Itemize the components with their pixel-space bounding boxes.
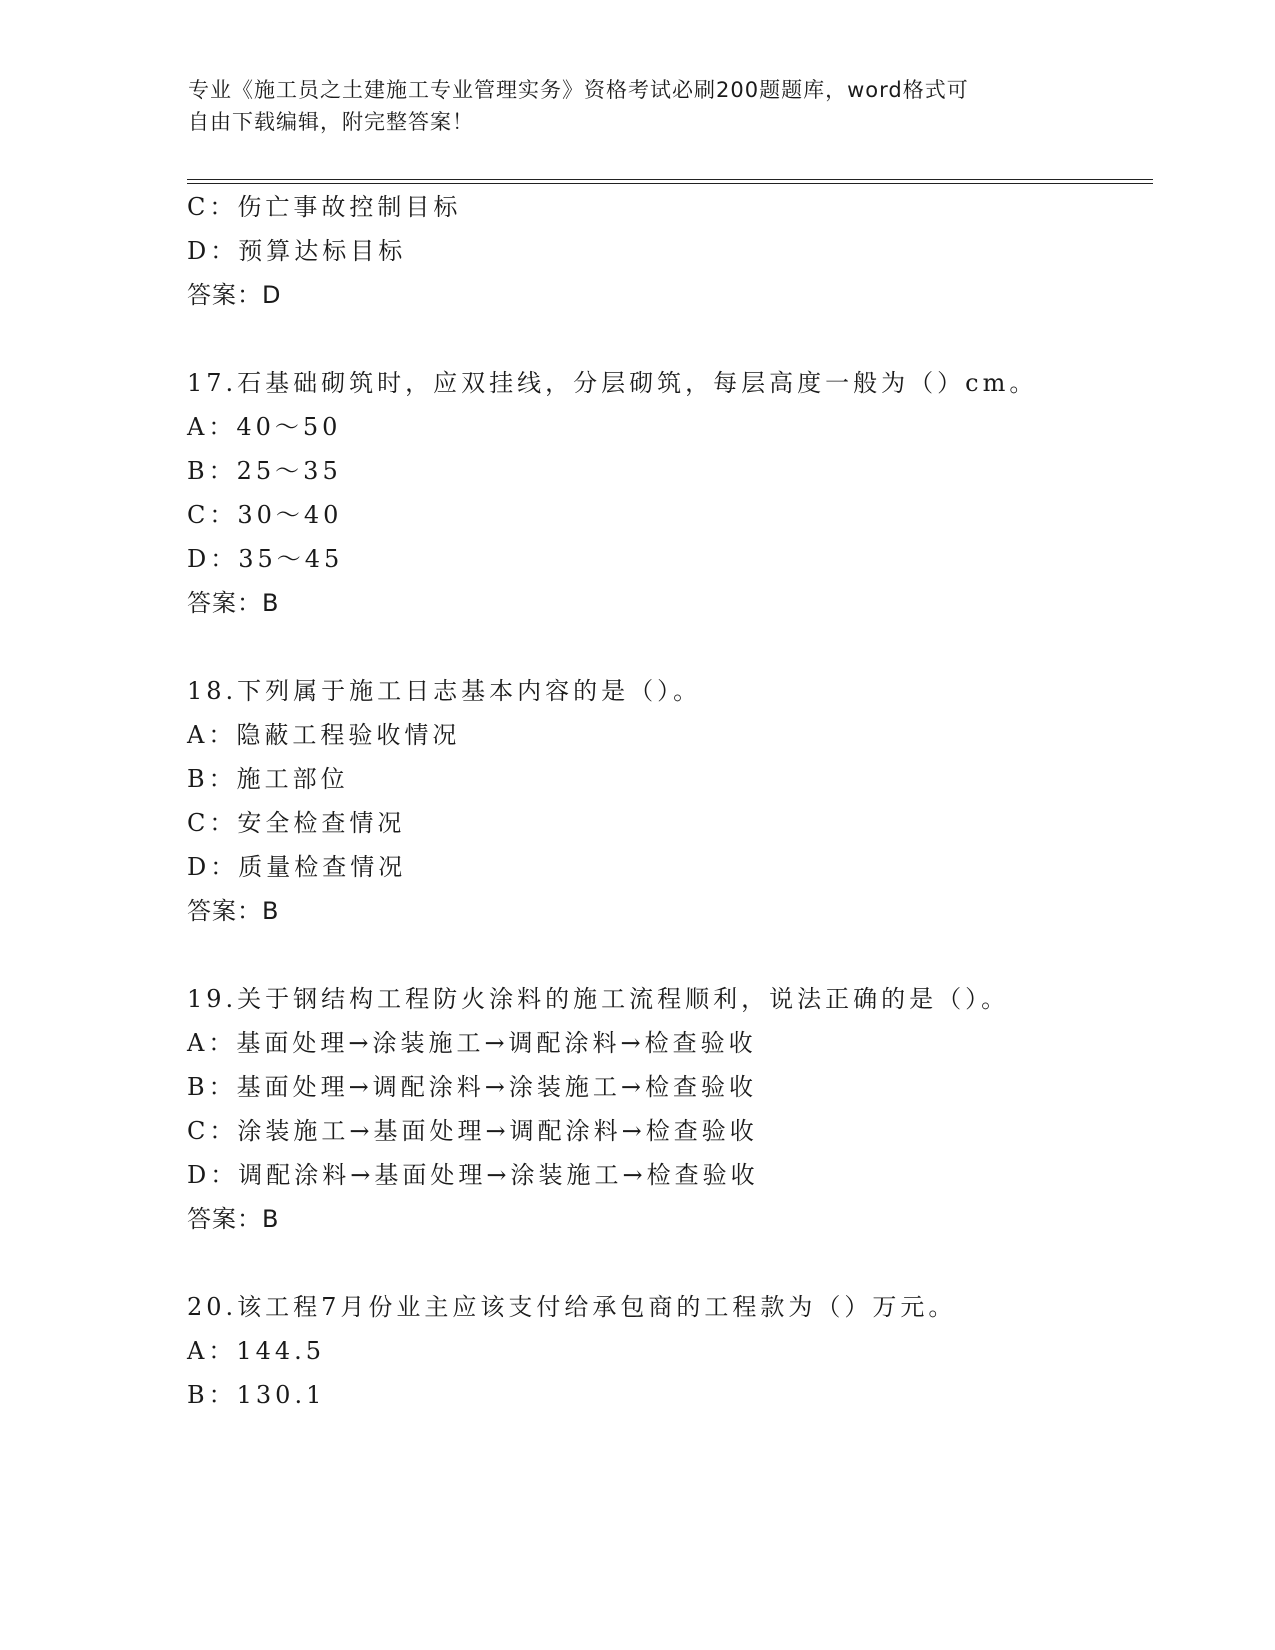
q19-option-a: A：基面处理→涂装施工→调配涂料→检查验收	[187, 1029, 757, 1057]
header-line-1: 专业《施工员之土建施工专业管理实务》资格考试必刷200题题库，word格式可	[188, 78, 969, 102]
q16-answer: 答案：D	[187, 281, 282, 309]
q19-answer: 答案：B	[187, 1205, 280, 1233]
q17-option-c: C：30～40	[187, 501, 343, 529]
q18-option-b: B：施工部位	[187, 765, 349, 793]
q20-option-a: A：144.5	[187, 1337, 326, 1365]
header-line-2: 自由下载编辑，附完整答案！	[188, 110, 474, 134]
q18-option-c: C：安全检查情况	[187, 809, 406, 837]
q17-option-a: A：40～50	[187, 413, 342, 441]
q19-stem: 19.关于钢结构工程防火涂料的施工流程顺利，说法正确的是（）。	[187, 985, 1010, 1013]
q20-option-b: B：130.1	[187, 1381, 326, 1409]
q17-stem: 17.石基础砌筑时，应双挂线，分层砌筑，每层高度一般为（）cm。	[187, 369, 1038, 397]
q16-option-c: C：伤亡事故控制目标	[187, 193, 462, 221]
q19-option-b: B：基面处理→调配涂料→涂装施工→检查验收	[187, 1073, 757, 1101]
q18-stem: 18.下列属于施工日志基本内容的是（）。	[187, 677, 702, 705]
q17-answer: 答案：B	[187, 589, 280, 617]
q17-option-d: D：35～45	[187, 545, 344, 573]
document-header	[188, 74, 1068, 138]
q18-option-d: D：质量检查情况	[187, 853, 407, 881]
q17-option-b: B：25～35	[187, 457, 342, 485]
header-divider-top	[187, 179, 1153, 180]
header-divider-bottom	[187, 183, 1153, 184]
q19-option-c: C：涂装施工→基面处理→调配涂料→检查验收	[187, 1117, 758, 1145]
q18-option-a: A：隐蔽工程验收情况	[187, 721, 461, 749]
q19-option-d: D：调配涂料→基面处理→涂装施工→检查验收	[187, 1161, 759, 1189]
q16-option-d: D：预算达标目标	[187, 237, 407, 265]
q18-answer: 答案：B	[187, 897, 280, 925]
q20-stem: 20.该工程7月份业主应该支付给承包商的工程款为（）万元。	[187, 1293, 957, 1321]
